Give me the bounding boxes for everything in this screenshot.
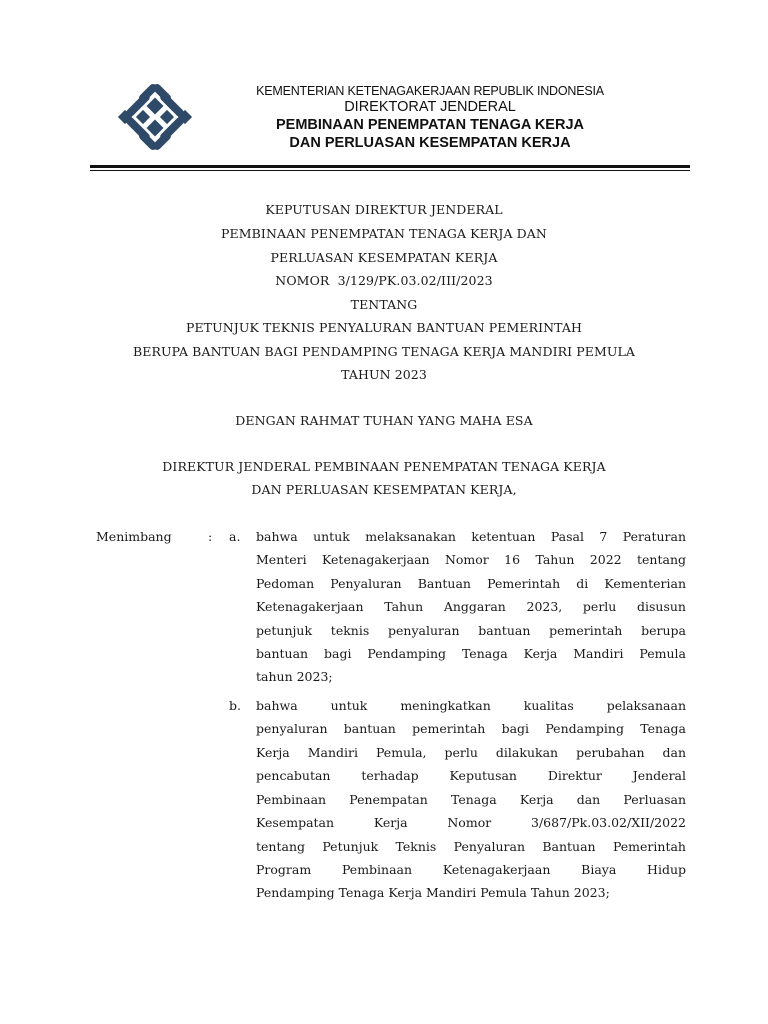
- invocation: DENGAN RAHMAT TUHAN YANG MAHA ESA: [235, 413, 533, 428]
- item-a-line: bantuan bagi Pendamping Tenaga Kerja Mandiri Pemula: [256, 646, 686, 661]
- item-b-line: Program Pembinaan Ketenagakerjaan Biaya Hidup: [256, 862, 686, 877]
- title-line3: PERLUASAN KESEMPATAN KERJA: [270, 250, 498, 265]
- item-b-line: Kesempatan Kerja Nomor 3/687/Pk.03.02/XII/2022: [256, 815, 686, 830]
- item-b-line: pencabutan terhadap Keputusan Direktur Jenderal: [256, 768, 686, 783]
- considering-label: Menimbang: [96, 529, 172, 544]
- letterhead-divider-thick: [90, 165, 690, 168]
- item-b-line: Pembinaan Penempatan Tenaga Kerja dan Perluasan: [256, 792, 686, 807]
- logo-emblem: [118, 82, 192, 151]
- authority-line2: DAN PERLUASAN KESEMPATAN KERJA,: [251, 482, 517, 497]
- item-a-line: petunjuk teknis penyaluran bantuan pemerintah berupa: [256, 623, 686, 638]
- item-b-line: bahwa untuk meningkatkan kualitas pelaksanaan: [256, 698, 686, 713]
- letterhead-divider-thin: [90, 170, 690, 171]
- item-b-line: Pendamping Tenaga Kerja Mandiri Pemula Tahun 2023;: [256, 885, 610, 900]
- title-line2: PEMBINAAN PENEMPATAN TENAGA KERJA DAN: [221, 226, 547, 241]
- letterhead-ministry: KEMENTERIAN KETENAGAKERJAAN REPUBLIK INDONESIA: [256, 84, 604, 98]
- item-a-line: Pedoman Penyaluran Bantuan Pemerintah di Kementerian: [256, 576, 686, 591]
- item-a-line: Ketenagakerjaan Tahun Anggaran 2023, perlu disusun: [256, 599, 686, 614]
- ministry-logo-icon: [116, 80, 194, 154]
- item-b-line: Kerja Mandiri Pemula, perlu dilakukan perubahan dan: [256, 745, 686, 760]
- subject-line1: PETUNJUK TEKNIS PENYALURAN BANTUAN PEMERINTAH: [185, 320, 583, 335]
- title-tentang: TENTANG: [350, 297, 418, 312]
- letterhead-unit-line2: DAN PERLUASAN KESEMPATAN KERJA: [289, 135, 571, 151]
- item-a-line: bahwa untuk melaksanakan ketentuan Pasal 7 Peraturan: [256, 529, 686, 544]
- letterhead-unit-line1: PEMBINAAN PENEMPATAN TENAGA KERJA: [275, 117, 584, 133]
- item-a-line: Menteri Ketenagakerjaan Nomor 16 Tahun 2022 tentang: [256, 552, 686, 567]
- decree-number: NOMOR 3/129/PK.03.02/III/2023: [275, 273, 493, 288]
- item-b-line: penyaluran bantuan pemerintah bagi Pendamping Tenaga: [256, 721, 686, 736]
- title-line1: KEPUTUSAN DIREKTUR JENDERAL: [265, 202, 503, 217]
- considering-colon: :: [208, 529, 213, 544]
- item-b-marker: b.: [229, 698, 241, 713]
- letterhead-directorate: DIREKTORAT JENDERAL: [344, 99, 516, 115]
- subject-line2: BERUPA BANTUAN BAGI PENDAMPING TENAGA KERJA MANDIRI PEMULA: [132, 344, 636, 359]
- item-a-line: tahun 2023;: [256, 669, 333, 684]
- item-b-line: tentang Petunjuk Teknis Penyaluran Bantuan Pemerintah: [256, 839, 686, 854]
- item-a-marker: a.: [229, 529, 241, 544]
- authority-line1: DIREKTUR JENDERAL PEMBINAAN PENEMPATAN TENAGA KERJA: [162, 459, 606, 474]
- subject-year: TAHUN 2023: [341, 367, 427, 382]
